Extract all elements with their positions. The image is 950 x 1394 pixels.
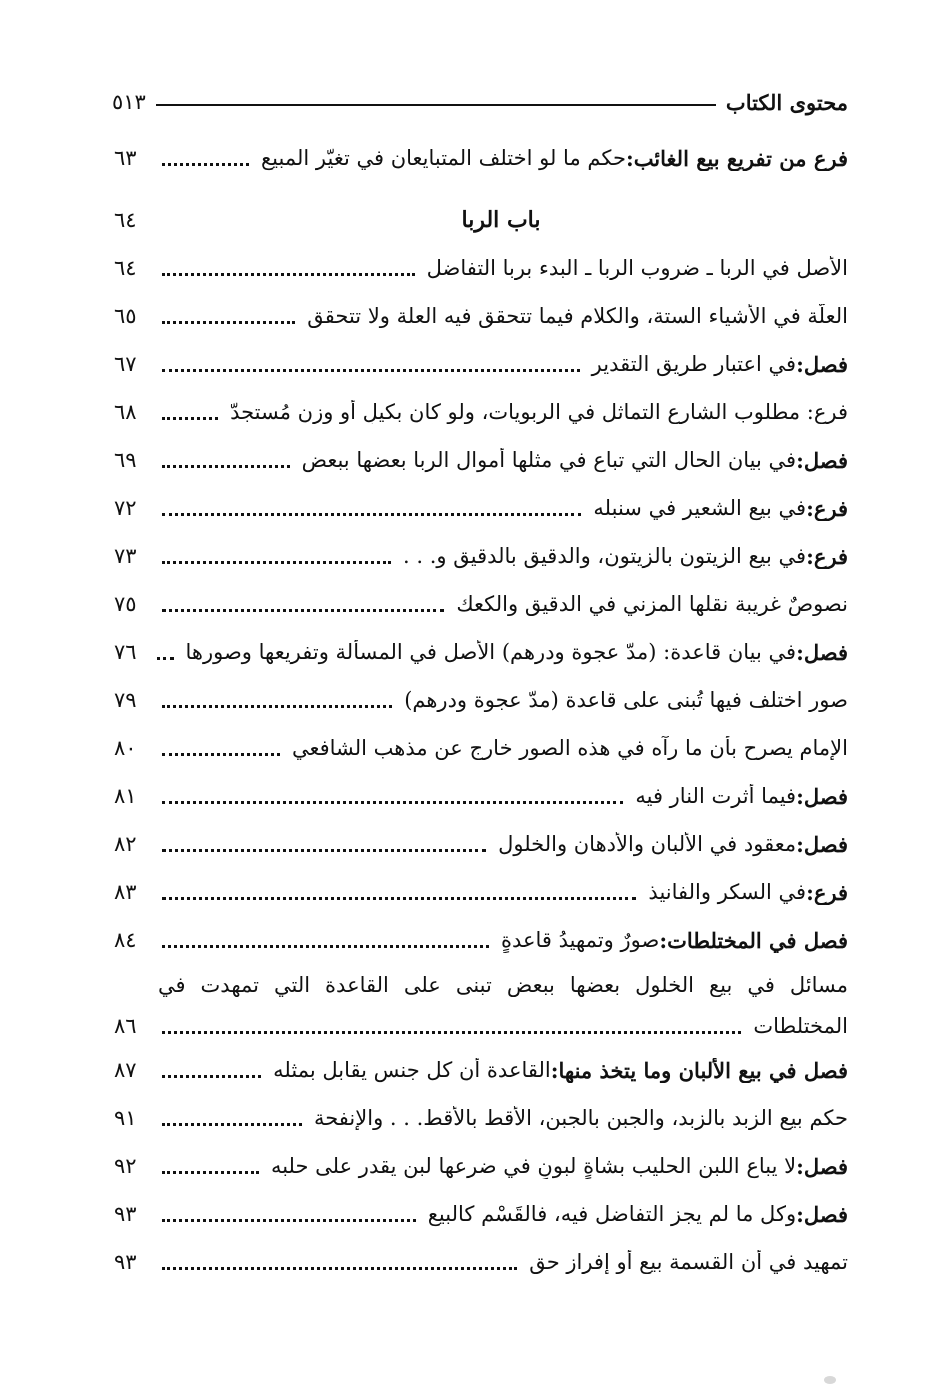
toc-chapter-heading[interactable] bbox=[114, 196, 848, 244]
dot-leader bbox=[162, 1171, 259, 1174]
dot-leader bbox=[162, 753, 280, 756]
dot-leader bbox=[162, 417, 218, 420]
dot-leader bbox=[162, 273, 415, 276]
toc-entry[interactable] bbox=[114, 916, 848, 964]
toc-entry-text bbox=[154, 146, 848, 171]
toc-page-number: ٩٢ bbox=[114, 1154, 137, 1178]
toc-entry[interactable] bbox=[114, 1094, 848, 1142]
toc-entry[interactable] bbox=[114, 134, 848, 182]
dot-leader bbox=[162, 163, 249, 166]
toc-entry-text bbox=[154, 352, 848, 377]
toc-entry[interactable] bbox=[114, 532, 848, 580]
dot-leader bbox=[162, 321, 295, 324]
toc-entry[interactable] bbox=[114, 820, 848, 868]
dot-leader bbox=[162, 609, 444, 612]
dot-leader bbox=[162, 705, 392, 708]
toc-entry[interactable] bbox=[114, 772, 848, 820]
toc-page-number: ٩٣ bbox=[114, 1250, 137, 1274]
dot-leader bbox=[162, 801, 623, 804]
toc-entry-text bbox=[154, 928, 848, 953]
toc-entry[interactable] bbox=[114, 340, 848, 388]
toc-entry[interactable] bbox=[114, 484, 848, 532]
toc-page-number: ٧٢ bbox=[114, 496, 137, 520]
toc-page-number: ٦٤ bbox=[114, 208, 137, 232]
toc-page-number: ٨٤ bbox=[114, 928, 137, 952]
toc-entry-label: فصل: bbox=[796, 831, 848, 857]
toc-entry[interactable] bbox=[114, 1046, 848, 1094]
toc-entry[interactable] bbox=[114, 1190, 848, 1238]
toc-entry[interactable] bbox=[114, 580, 848, 628]
toc-page-number: ٦٩ bbox=[114, 448, 137, 472]
toc-entry-title: صورٌ وتمهيدُ قاعدةٍ bbox=[500, 928, 660, 952]
dot-leader bbox=[162, 369, 580, 372]
dot-leader bbox=[162, 561, 391, 564]
toc-entry-text bbox=[154, 736, 848, 760]
toc-entry-multiline-first[interactable] bbox=[114, 964, 848, 1006]
toc-entry-title: وكل ما لم يجز التفاضل فيه، فالقَسْم كالبيع bbox=[427, 1202, 797, 1226]
toc-entry-text bbox=[154, 400, 848, 424]
toc-page-number: ٨١ bbox=[114, 784, 137, 808]
toc-entry-title: الإمام يصرح بأن ما رآه في هذه الصور خارج عن مذهب الشافعي bbox=[291, 736, 848, 760]
dot-leader bbox=[162, 945, 489, 948]
toc-entry-title-line2: المختلطات bbox=[753, 1014, 848, 1038]
toc-entry-title: في بيان قاعدة: (مدّ عجوة ودرهم) الأصل في المسألة وتفريعها وصورها bbox=[185, 640, 797, 664]
toc-entry-text bbox=[154, 496, 848, 521]
toc-page-number: ٨٧ bbox=[114, 1058, 137, 1082]
toc-entry-title: حكم ما لو اختلف المتبايعان في تغيّر المبيع bbox=[261, 146, 626, 170]
toc-entry-title: نصوصٌ غريبة نقلها المزني في الدقيق والكعك bbox=[456, 592, 848, 616]
toc-entry-title: في السكر والفانيذ bbox=[648, 880, 807, 904]
running-head bbox=[112, 84, 848, 120]
toc-entry-label: فصل في المختلطات: bbox=[659, 927, 848, 953]
toc-entry-text bbox=[154, 880, 848, 905]
dot-leader bbox=[162, 1267, 517, 1270]
toc-entry-title: لا يباع اللبن الحليب بشاةٍ لبونٍ في ضرعها لبن يقدر على حلبه bbox=[270, 1154, 797, 1178]
toc-entry-text bbox=[154, 256, 848, 280]
toc-entry[interactable] bbox=[114, 1238, 848, 1286]
toc-entry-text bbox=[154, 1154, 848, 1179]
toc-entry-title: العلّة في الأشياء الستة، والكلام فيما تتحقق فيه العلة ولا تتحقق bbox=[307, 304, 848, 328]
toc-entry-text bbox=[154, 1106, 848, 1130]
toc-entry-label: فرع: bbox=[806, 879, 848, 905]
toc-entry-multiline-second[interactable] bbox=[114, 1006, 848, 1046]
toc-page-number: ٦٧ bbox=[114, 352, 137, 376]
dot-leader bbox=[162, 849, 486, 852]
running-head-page-number: ٥١٣ bbox=[112, 90, 146, 114]
toc-page-number: ٨٣ bbox=[114, 880, 137, 904]
toc-entry[interactable] bbox=[114, 436, 848, 484]
toc-page-number: ٨٦ bbox=[114, 1014, 137, 1038]
toc-entry[interactable] bbox=[114, 1142, 848, 1190]
toc-entry[interactable] bbox=[114, 724, 848, 772]
toc-entry-label: فصل: bbox=[796, 1201, 848, 1227]
toc-entry-label: فرع: bbox=[806, 543, 848, 569]
dot-leader bbox=[162, 1031, 741, 1034]
table-of-contents bbox=[114, 134, 848, 1286]
toc-entry-text bbox=[154, 544, 848, 569]
toc-entry-label: فصل: bbox=[796, 447, 848, 473]
toc-entry-title: حكم بيع الزبد بالزبد، والجبن بالجبن، الأقط بالأقط. . . والإنفحة bbox=[313, 1106, 848, 1130]
toc-entry[interactable] bbox=[114, 292, 848, 340]
toc-entry-label: فصل في بيع الألبان وما يتخذ منها: bbox=[550, 1057, 848, 1083]
toc-entry-title-line1: مسائل في بيع الخلول بعضها ببعض تبنى على القاعدة التي تمهدت في bbox=[158, 973, 848, 997]
toc-entry[interactable] bbox=[114, 244, 848, 292]
toc-entry-title: القاعدة أن كل جنسٍ يقابل بمثله bbox=[273, 1058, 551, 1082]
toc-heading-text bbox=[154, 207, 848, 233]
toc-entry-text bbox=[154, 448, 848, 473]
toc-entry-label: فصل: bbox=[796, 783, 848, 809]
toc-entry-text bbox=[154, 1250, 848, 1274]
toc-entry-title: في بيان الحال التي تباع في مثلها أموال الربا بعضها ببعض bbox=[301, 448, 797, 472]
dot-leader bbox=[162, 513, 581, 516]
scan-speck bbox=[824, 1376, 836, 1384]
toc-entry-label: فرع: bbox=[806, 495, 848, 521]
toc-entry[interactable] bbox=[114, 676, 848, 724]
toc-entry-title: تمهيد في أن القسمة بيع أو إفراز حق bbox=[529, 1250, 848, 1274]
toc-page-number: ٧٩ bbox=[114, 688, 137, 712]
toc-entry-label: فصل: bbox=[796, 351, 848, 377]
toc-entry-title: معقود في الألبان والأدهان والخلول bbox=[498, 832, 797, 856]
toc-page-number: ٨٢ bbox=[114, 832, 137, 856]
toc-page-number: ٩٣ bbox=[114, 1202, 137, 1226]
toc-entry-text bbox=[154, 1014, 848, 1038]
toc-entry-text bbox=[154, 304, 848, 328]
toc-entry-label: فصل: bbox=[796, 639, 848, 665]
toc-page-number: ٧٦ bbox=[114, 640, 137, 664]
toc-entry-title: صور اختلف فيها تُبنى على قاعدة (مدّ عجوة ودرهم) bbox=[404, 688, 848, 712]
dot-leader bbox=[162, 1075, 261, 1078]
dot-leader bbox=[162, 1219, 416, 1222]
toc-page-number: ٦٣ bbox=[114, 146, 137, 170]
toc-entry-title: في بيع الشعير في سنبله bbox=[593, 496, 807, 520]
toc-entry-text bbox=[154, 832, 848, 857]
dot-leader bbox=[154, 657, 174, 660]
toc-entry-text bbox=[154, 640, 848, 665]
toc-entry-title: في بيع الزيتون بالزيتون، والدقيق بالدقيق و. . . bbox=[403, 544, 807, 568]
toc-entry[interactable] bbox=[114, 868, 848, 916]
running-head-title: محتوى الكتاب bbox=[725, 89, 848, 115]
toc-entry-text bbox=[154, 1058, 848, 1083]
toc-page-number: ٦٥ bbox=[114, 304, 137, 328]
toc-page-number: ٦٤ bbox=[114, 256, 137, 280]
toc-entry-text bbox=[154, 688, 848, 712]
toc-entry-title: في اعتبار طريق التقدير bbox=[591, 352, 797, 376]
toc-entry[interactable] bbox=[114, 628, 848, 676]
toc-page-number: ٦٨ bbox=[114, 400, 137, 424]
toc-entry-text bbox=[154, 592, 848, 616]
toc-page-number: ٧٣ bbox=[114, 544, 137, 568]
toc-page-number: ٨٠ bbox=[114, 736, 137, 760]
toc-entry-title: فرع: مطلوب الشارع التماثل في الربويات، ولو كان بكيلٍ أو وزن مُستجدّ bbox=[230, 400, 848, 424]
chapter-title: باب الربا bbox=[461, 207, 541, 233]
toc-page-number: ٧٥ bbox=[114, 592, 137, 616]
toc-entry-text bbox=[114, 973, 848, 997]
toc-entry-label: فصل: bbox=[796, 1153, 848, 1179]
toc-entry-title: فيما أثرت النار فيه bbox=[635, 784, 797, 808]
dot-leader bbox=[162, 465, 290, 468]
toc-entry[interactable] bbox=[114, 388, 848, 436]
toc-entry-text bbox=[154, 784, 848, 809]
running-head-rule bbox=[156, 104, 716, 106]
toc-entry-label: فرع من تفريع بيع الغائب: bbox=[625, 145, 848, 171]
toc-entry-title: الأصل في الربا ـ ضروب الربا ـ البدء بربا التفاضل bbox=[426, 256, 848, 280]
toc-page-number: ٩١ bbox=[114, 1106, 137, 1130]
toc-entry-text bbox=[154, 1202, 848, 1227]
dot-leader bbox=[162, 1123, 302, 1126]
dot-leader bbox=[162, 897, 636, 900]
